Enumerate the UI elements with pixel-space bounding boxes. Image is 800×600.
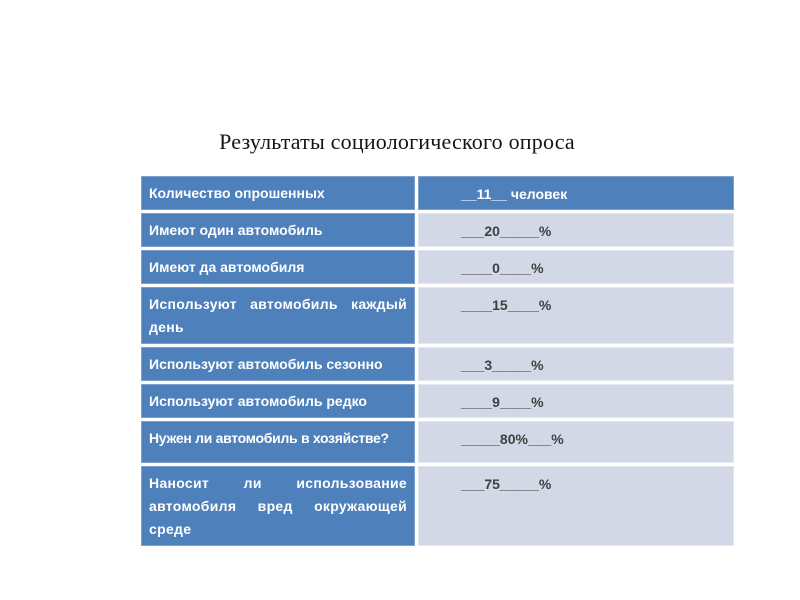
table-row [141,347,734,381]
table-row [141,384,734,418]
table-row [141,421,734,463]
answer-cell: ____15____% [418,287,734,344]
table-row [141,250,734,284]
answer-cell: _____80%___% [418,421,734,463]
answer-cell: ___75_____% [418,466,734,546]
question-cell: Используют автомобиль сезонно [141,347,415,381]
answer-cell: ____0____% [418,250,734,284]
slide-title: Результаты социологического опроса [219,129,575,154]
table-row [141,287,734,344]
answer-cell: __11__ человек [418,176,734,210]
question-cell: Количество опрошенных [141,176,415,210]
answer-cell: ___20_____% [418,213,734,247]
question-cell: Используют автомобиль каждый день [141,287,415,344]
question-cell: Наносит ли использование автомобиля вред окружающей среде [141,466,415,546]
question-cell: Используют автомобиль редко [141,384,415,418]
answer-cell: ____9____% [418,384,734,418]
survey-table-body [141,176,734,546]
table-row [141,466,734,546]
question-cell: Нужен ли автомобиль в хозяйстве? [141,421,415,463]
survey-results-table [138,173,737,549]
answer-cell: ___3_____% [418,347,734,381]
table-row [141,176,734,210]
question-cell: Имеют да автомобиля [141,250,415,284]
question-cell: Имеют один автомобиль [141,213,415,247]
table-row [141,213,734,247]
